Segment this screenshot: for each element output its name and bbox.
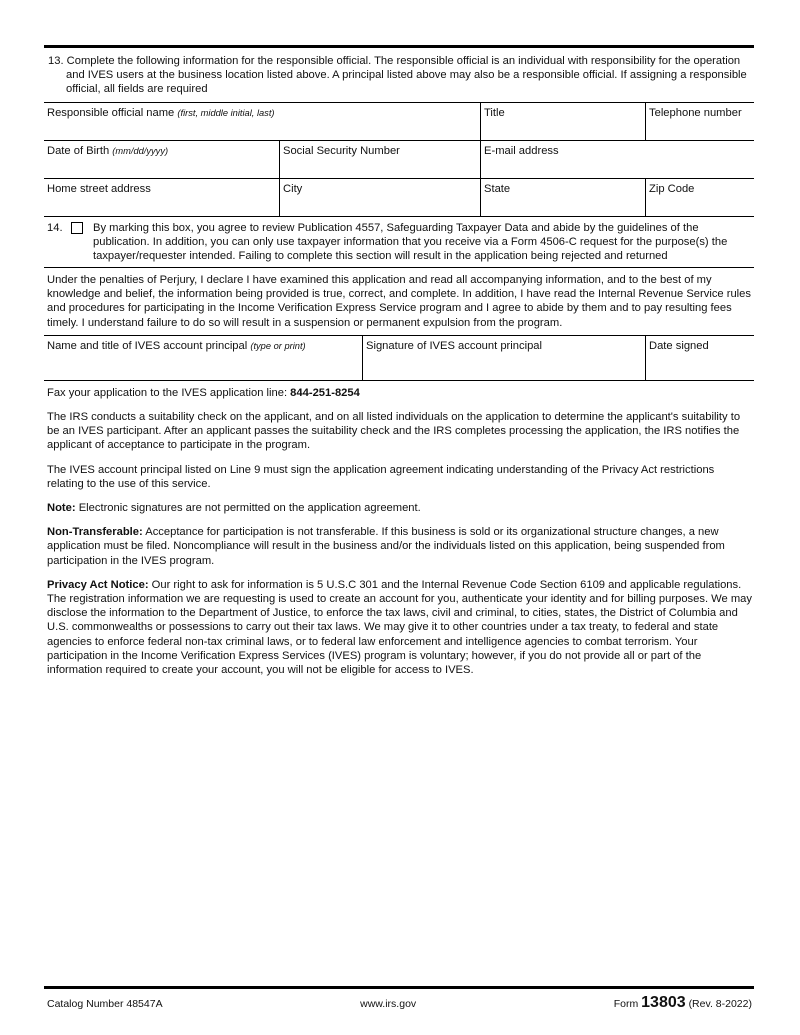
- date-signed-label: Date signed: [649, 339, 709, 352]
- date-signed-field[interactable]: [645, 336, 754, 380]
- dob-label: Date of Birth: [47, 145, 110, 157]
- official-row-1: [44, 103, 754, 141]
- irs-website: www.irs.gov: [360, 998, 417, 1010]
- form-number: 13803: [641, 994, 686, 1011]
- state-field[interactable]: [480, 179, 645, 216]
- official-name-hint: (first, middle initial, last): [177, 108, 275, 118]
- street-label: Home street address: [47, 183, 151, 195]
- fax-line: [44, 386, 754, 400]
- note-paragraph: [44, 501, 754, 515]
- catalog-number: Catalog Number 48547A: [47, 998, 163, 1010]
- ssn-label: Social Security Number: [283, 145, 400, 157]
- question-13-number: 13.: [48, 55, 64, 67]
- perjury-statement: Under the penalties of Perjury, I declare I have examined this application and read all accompanying information, and to the best of my knowledge and belief, the information being provided is true, correct, and complete. In addition, I have read the Internal Revenue Service rules and procedures for participating in the Income Verification Express Service program and I agree to abide by them and to pay resulting fees timely. I understand failure to do so will result in a suspension or permanent expulsion from the program.: [44, 268, 754, 336]
- question-14-number: 14.: [47, 222, 63, 234]
- zip-field[interactable]: [645, 179, 754, 216]
- official-name-field[interactable]: [44, 103, 480, 140]
- telephone-field[interactable]: [645, 103, 754, 140]
- zip-label: Zip Code: [649, 183, 695, 195]
- title-label: Title: [484, 107, 505, 119]
- fax-text: Fax your application to the IVES application line:: [47, 386, 288, 399]
- form-identifier: [614, 994, 752, 1012]
- signature-field[interactable]: [362, 336, 645, 380]
- principal-paragraph: The IVES account principal listed on Line 9 must sign the application agreement indicating understanding of the Privacy Act restrictions relating to the use of this service.: [47, 463, 715, 490]
- signature-row: [44, 336, 754, 381]
- suitability-paragraph: The IRS conducts a suitability check on the applicant, and on all listed individuals on the application to determine the applicant's suitability to be an IVES participant. After an applicant passes the suitability check and the IRS completes processing the application, the IRS notifies the applicant of acceptance to participate in the program.: [47, 411, 741, 452]
- question-14-text: By marking this box, you agree to review Publication 4557, Safeguarding Taxpayer Data and abide by the guidelines of the publication. In addition, you can only use taxpayer information that you receive via a Form 4506-C request for the purpose(s) the taxpayer/requester intended. Failing to complete this section will result in the application being rejected and returned: [93, 222, 728, 262]
- signature-label: Signature of IVES account principal: [366, 339, 542, 352]
- telephone-label: Telephone number: [649, 107, 742, 119]
- official-row-3: [44, 179, 754, 217]
- non-transferable-text: Acceptance for participation is not transferable. If this business is sold or its organizational structure changes, a new application must be filed. Noncompliance will result in the business and/or the individuals listed on this application, being suspended from participation in the IVES program.: [47, 526, 725, 567]
- email-label: E-mail address: [484, 145, 559, 157]
- email-field[interactable]: [480, 141, 754, 178]
- city-label: City: [283, 183, 303, 195]
- page-footer: [44, 986, 754, 1012]
- note-text: Electronic signatures are not permitted on the application agreement.: [78, 502, 421, 515]
- non-transferable-label: Non-Transferable:: [47, 526, 143, 539]
- privacy-act-label: Privacy Act Notice:: [47, 578, 149, 591]
- question-14: [44, 217, 754, 268]
- official-row-2: [44, 141, 754, 179]
- non-transferable-paragraph: [44, 525, 754, 568]
- dob-field[interactable]: [44, 141, 279, 178]
- question-13: [44, 48, 754, 102]
- fax-number: 844-251-8254: [290, 386, 360, 399]
- form-prefix: Form: [613, 998, 639, 1010]
- principal-name-hint: (type or print): [250, 340, 306, 351]
- privacy-act-text: Our right to ask for information is 5 U.S.C 301 and the Internal Revenue Code Section 6109 and applicable regulations. The registration information we are requesting is used to create an account for you, authenticate your identity and for billing purposes. We may disclose the information to the Department of Justice, to enforce the tax laws, civil and criminal, to cities, states, the District of Columbia and U.S. commonwealths or possessions to carry out their tax laws. We may give it to other countries under a tax treaty, to federal and state agencies to enforce federal non-tax criminal laws, or to federal law enforcement and intelligence agencies to combat terrorism. Your participation in the Income Verification Express Services (IVES) program is voluntary; however, if you do not provide all or part of the information required to create your account, you will not be eligible for access to IVES.: [47, 578, 752, 677]
- state-label: State: [484, 183, 511, 195]
- city-field[interactable]: [279, 179, 480, 216]
- official-name-label: Responsible official name: [47, 107, 175, 119]
- principal-name-label: Name and title of IVES account principal: [47, 339, 248, 352]
- question-13-text: Complete the following information for the responsible official. The responsible official is an individual with responsibility for the operation and IVES users at the business location listed above. A principal listed above may also be a responsible official. If assigning a responsible official, all fields are required: [66, 55, 747, 95]
- form-revision: (Rev. 8-2022): [688, 998, 752, 1010]
- ssn-field[interactable]: [279, 141, 480, 178]
- agreement-checkbox[interactable]: [71, 222, 83, 234]
- dob-hint: (mm/dd/yyyy): [112, 146, 169, 156]
- title-field[interactable]: [480, 103, 645, 140]
- form-page: [44, 45, 754, 677]
- street-field[interactable]: [44, 179, 279, 216]
- note-label: Note:: [47, 502, 76, 515]
- principal-name-field[interactable]: [44, 336, 362, 380]
- responsible-official-grid: [44, 102, 754, 217]
- privacy-act-paragraph: [44, 578, 754, 677]
